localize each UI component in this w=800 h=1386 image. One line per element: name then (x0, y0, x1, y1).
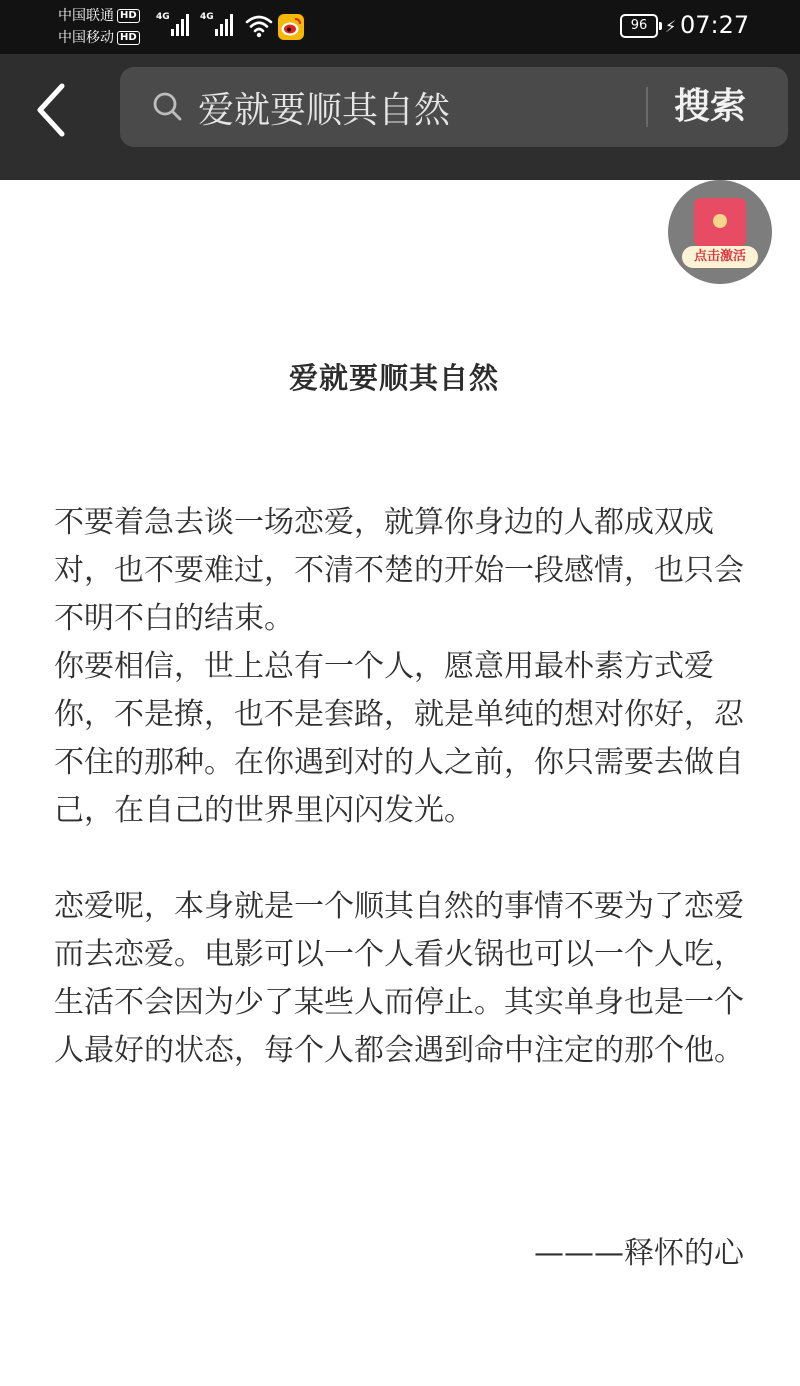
activate-badge-label: 点击激活 (682, 246, 758, 268)
search-box[interactable] (120, 67, 788, 147)
paragraph-1: 不要着急去谈一场恋爱，就算你身边的人都成双成对，也不要难过，不清不楚的开始一段感情，也只会不明不白的结束。 (54, 505, 744, 636)
search-button[interactable]: 搜索 (674, 86, 747, 127)
signal-strength-1-icon (171, 12, 189, 36)
chevron-left-icon (30, 82, 74, 138)
signal-group-2 (200, 12, 233, 36)
signal-group-1 (156, 12, 189, 36)
clock: 07:27 (680, 11, 750, 39)
hd-badge-1: HD (117, 9, 140, 23)
search-icon (152, 91, 184, 123)
carrier-2: 中国移动 (58, 30, 114, 46)
search-divider (646, 87, 648, 127)
hd-badge-2: HD (117, 31, 140, 45)
wifi-icon (245, 13, 273, 39)
weibo-notification-icon (278, 14, 304, 40)
paragraph-2: 你要相信，世上总有一个人，愿意用最朴素方式爱你，不是撩，也不是套路，就是单纯的想对你好，忍不住的那种。在你遇到对的人之前，你只需要去做自己，在自己的世界里闪闪发光。 (54, 649, 744, 828)
activate-badge[interactable] (668, 180, 772, 284)
search-input[interactable] (198, 81, 638, 133)
network-type-2: 4G (200, 12, 214, 22)
red-envelope-icon (694, 198, 746, 246)
paragraph-3: 恋爱呢，本身就是一个顺其自然的事情不要为了恋爱而去恋爱。电影可以一个人看火锅也可以一个人吃，生活不会因为少了某些人而停止。其实单身也是一个人最好的状态，每个人都会遇到命中注定的那个他。 (54, 889, 744, 1068)
charging-icon: ⚡ (665, 16, 677, 36)
status-bar (0, 0, 800, 54)
carrier-info (58, 5, 140, 49)
article-body (54, 499, 744, 1075)
battery-level: 96 (620, 14, 658, 38)
back-button[interactable] (30, 82, 74, 138)
network-type-1: 4G (156, 12, 170, 22)
author-signature: ———释怀的心 (534, 1236, 744, 1271)
carrier-1: 中国联通 (58, 8, 114, 24)
signal-strength-2-icon (215, 12, 233, 36)
search-header (0, 54, 800, 180)
article-title: 爱就要顺其自然 (288, 361, 499, 395)
battery-indicator (620, 14, 676, 38)
